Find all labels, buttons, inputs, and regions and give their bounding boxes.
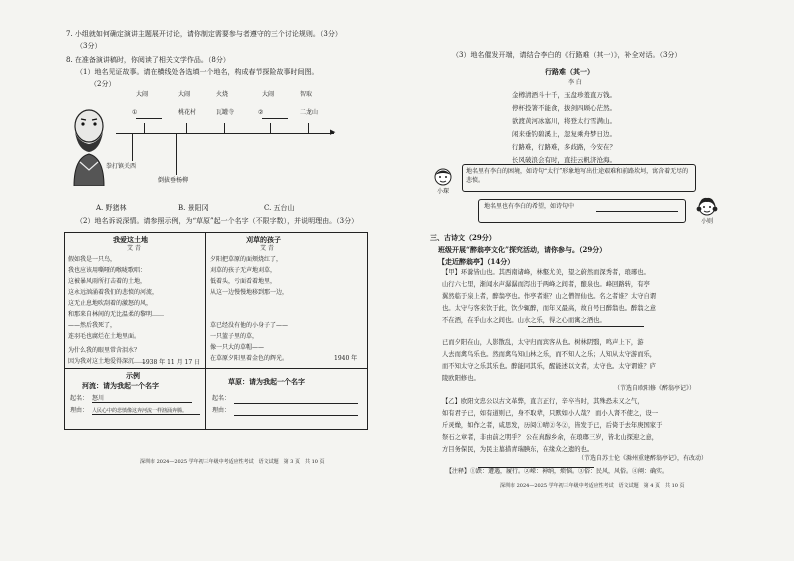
story-timeline bbox=[66, 92, 356, 200]
poem2-line: 从这一边慢慢地移到那一边， bbox=[210, 289, 289, 296]
passage-line: 方目务保民，为民主墓措青瑞腆东，在缘众之遗的也。 bbox=[442, 446, 594, 453]
grass-name-label: 起名： bbox=[212, 395, 231, 402]
tick bbox=[176, 133, 177, 175]
poem1-line: ——然后我死了， bbox=[68, 322, 117, 329]
table-divider bbox=[64, 368, 367, 369]
poem1-body bbox=[68, 254, 164, 367]
poem1-title: 我爱这土地 bbox=[113, 235, 148, 244]
libai-line: 金樽清酒斗十千，玉盘珍羞直万钱。 bbox=[512, 91, 616, 99]
passage-jia-2 bbox=[442, 337, 656, 385]
passage-line: 人去而禽鸟乐也。然而禽鸟知山林之乐，而不知人之乐；人知从太守游而乐， bbox=[442, 351, 657, 358]
question-8-3: （3）地名催发开端，请结合李白的《行路难（其一）》，补全对话。（3分） bbox=[452, 51, 682, 59]
passage-line: 斤灵燥，如作之者，咸思发，历阅①晴②冬②，皆发于已，后倚于去年庚国家于 bbox=[442, 422, 663, 429]
poem1-line: 这被暴风雨所打击着的土地， bbox=[68, 278, 147, 285]
passage-line: 不在酒，在乎山水之间也。山水之乐，得之心而寓之酒也。 bbox=[442, 317, 606, 324]
passage-line: 而不知太守之乐其乐也。醉能同其乐，醒能述以文者，太守也。太守谓谁？庐 bbox=[442, 363, 657, 370]
blank-1[interactable] bbox=[132, 109, 162, 119]
passage-jia-source: （节选自欧阳修《醉翁亭记》） bbox=[614, 385, 696, 392]
passage-line: 也。太守与客来饮于此，饮少辄醉，而年又最高，故自号曰醉翁也。醉翁之意 bbox=[442, 305, 657, 312]
annotation-note: 【注释】①跌：遭遇，履行。②嵘：神纳，烦恼。③俗：民风，风俗。④阐：确实。 bbox=[446, 468, 669, 475]
portrait-caption-1: 拳打镇关西 bbox=[106, 163, 137, 170]
grass-name-input[interactable] bbox=[234, 396, 358, 404]
poem2-date: 1940 年 bbox=[334, 355, 358, 362]
example-reason-label: 理由： bbox=[70, 407, 89, 414]
poem1-line: 假如我是一只鸟， bbox=[68, 256, 117, 263]
question-8-2: （2）地名诉说深情。请参照示例，为“草原”起一个名字（不限字数），并说明理由。（3分） bbox=[76, 217, 359, 225]
question-8-1: （1）地名见证故事。请在横线处各选填一个地名，构成春节探险故事时间图。 bbox=[76, 68, 319, 76]
tick bbox=[224, 123, 225, 133]
timeline-label-3: 火烧 bbox=[216, 91, 229, 98]
grass-reason-input[interactable] bbox=[234, 408, 358, 416]
poem2-author: 艾 青 bbox=[260, 245, 274, 252]
grass-reason-label: 理由： bbox=[212, 407, 231, 414]
libai-line: 行路难，行路难，多歧路，今安在？ bbox=[512, 143, 616, 151]
student-girl-icon bbox=[696, 195, 718, 217]
tick bbox=[144, 123, 145, 133]
example-name-label: 起名： bbox=[70, 395, 89, 402]
poem2-line: 刈草的孩子无声地刈草， bbox=[210, 267, 277, 274]
question-7-score: （3分） bbox=[76, 42, 102, 50]
section-3-part-a: 【走近醉翁亭】（14分） bbox=[438, 257, 515, 266]
libai-line: 欲渡黄河冰塞川，将登太行雪满山。 bbox=[512, 117, 616, 125]
passage-line: 山行六七里，渐闻水声潺潺而泻出于两峰之间者，酿泉也。峰回路转，有亭 bbox=[442, 281, 650, 288]
timeline-label-5: 智取 bbox=[300, 91, 313, 98]
libai-line: 停杯投箸不能食，拔剑四顾心茫然。 bbox=[512, 104, 616, 112]
table-divider bbox=[205, 232, 206, 429]
passage-line: 翼然临于泉上者，醉翁亭也。作亭者谁？山之僧智仙也。名之者谁？太守自谓 bbox=[442, 293, 657, 300]
right-page-footer: 深圳市 2024—2025 学年初三年级中考适应性考试 语文试题 第 4 页 共 10 页 bbox=[500, 483, 685, 489]
libai-poem-body bbox=[512, 89, 616, 167]
passage-jia bbox=[442, 267, 656, 327]
section-3-title: 三、古诗文（29分） bbox=[430, 233, 496, 242]
timeline-place-5: 二龙山 bbox=[300, 109, 319, 116]
option-b[interactable]: B. 景阳冈 bbox=[178, 204, 209, 212]
underline bbox=[528, 326, 644, 327]
passage-yi-source: （节选自苏士伦《滁州重建醉翁亭记》，有改动） bbox=[578, 455, 708, 462]
speech-bubble-2-text: 地名里也有李白的希望，如诗句中 bbox=[484, 203, 575, 210]
timeline-arrow bbox=[116, 133, 334, 134]
passage-line: 如有君子已，如有道则已，身不取辈，只默如小人哉？ 而小人肾不使之，设一 bbox=[442, 410, 659, 417]
timeline-place-2: 桃花村 bbox=[178, 109, 197, 116]
poem1-line: 我也应该用嘶哑的喉咙歌唱： bbox=[68, 267, 147, 274]
blank-1-number: ① bbox=[132, 109, 138, 116]
option-c[interactable]: C. 五台山 bbox=[264, 204, 295, 212]
libai-line: 闲来垂钓碧溪上，忽复乘舟梦日边。 bbox=[512, 130, 616, 138]
poem2-line: 一只篮子里的草， bbox=[210, 333, 259, 340]
poem1-date: 1938 年 11 月 17 日 bbox=[142, 359, 201, 366]
portrait-caption-2: 倒拔垂杨柳 bbox=[158, 177, 189, 184]
lu-zhishen-portrait-icon bbox=[66, 106, 112, 186]
speaker-2-name: 小则 bbox=[701, 218, 714, 225]
poem1-line: 和那来自林间的无比温柔的黎明…… bbox=[68, 311, 165, 318]
poem1-line: 这永远汹涌着我们的悲愤的河流， bbox=[68, 289, 159, 296]
blank-2[interactable] bbox=[258, 109, 288, 119]
tick bbox=[270, 123, 271, 133]
section-3-intro: 班级开展“醉翁亭文化”探究活动，请你参与。（29分） bbox=[438, 245, 607, 254]
answer-blank[interactable] bbox=[596, 204, 678, 212]
poem2-line: 夕阳把草原的面颊烧红了， bbox=[210, 256, 283, 263]
speaker-1-name: 小琛 bbox=[437, 188, 450, 195]
tick bbox=[186, 123, 187, 133]
passage-yi bbox=[442, 396, 662, 456]
grass-heading: 草原：请为我起一个名字 bbox=[228, 377, 305, 386]
speech-bubble-1-text: 地名里有李白的困境，如诗句“太行”形象地写出仕途艰难和前路坎坷，寓含着无尽的悲愤。 bbox=[466, 168, 689, 184]
poem2-line: 在草原夕阳里着金色的辉光。 bbox=[210, 355, 289, 362]
libai-poem-author: 李 白 bbox=[568, 79, 582, 86]
passage-line: 已而夕阳在山，人影散乱，太守归而宾客从也。树林阴翳，鸣声上下，游 bbox=[442, 339, 644, 346]
tick bbox=[308, 123, 309, 133]
timeline-label-1: 大闹 bbox=[136, 91, 149, 98]
poem1-line: 这无止息地吹刮着的激怒的风， bbox=[68, 300, 153, 307]
student-boy-icon bbox=[432, 165, 454, 187]
left-page-footer: 深圳市 2024—2025 学年初三年级中考适应性考试 语文试题 第 3 页 共 10 页 bbox=[140, 459, 325, 465]
poem2-body bbox=[210, 254, 288, 364]
poem1-line: 为什么我的眼里常含泪水？ bbox=[68, 347, 141, 354]
example-reason: 人民心中的悲愤像这奔河流一样汹涌奔腾。 bbox=[92, 409, 200, 415]
example-name: 怒川 bbox=[92, 396, 192, 403]
passage-line: 【甲】环滁皆山也。其西南诸峰，林壑尤美，望之蔚然而深秀者，琅琊也。 bbox=[442, 269, 650, 276]
poem1-line: 因为我对这土地爱得深沉…… bbox=[68, 358, 147, 365]
arrow-head-icon: ▶ bbox=[330, 128, 336, 136]
poem2-title: 刈草的孩子 bbox=[246, 235, 281, 244]
question-8: 8. 在准备演讲稿时，你阅读了相关文学作品。（8分） bbox=[66, 56, 230, 64]
poem2-line: 像一只大的草帽—— bbox=[210, 344, 265, 351]
poem1-author: 艾 青 bbox=[127, 245, 141, 252]
poem1-line: 连羽毛也腐烂在土地里面。 bbox=[68, 333, 141, 340]
passage-line: 祭石之章者，非由前之明乎？ 公在真醇乡余，在琅瑯三岁，皆北山探迎之意， bbox=[442, 434, 659, 441]
passage-line: 陵欧阳修也。 bbox=[442, 375, 480, 382]
blank-2-number: ② bbox=[258, 109, 264, 116]
libai-line: 长风破浪会有时，直挂云帆济沧海。 bbox=[512, 156, 616, 164]
poem2-line: 低着头，亏面看着地里， bbox=[210, 278, 277, 285]
timeline-label-4: 大闹 bbox=[262, 91, 275, 98]
example-title: 示例 bbox=[126, 371, 140, 380]
poem2-line: 草已经没有他的小身子了—— bbox=[210, 322, 289, 329]
question-8-1-score: （2分） bbox=[90, 80, 116, 88]
tick bbox=[132, 133, 133, 161]
example-heading: 河流：请为我起一个名字 bbox=[82, 381, 159, 390]
question-7: 7. 小组就如何确定演讲主题展开讨论，请你制定需要参与者遵守的三个讨论规则。（3分） bbox=[66, 30, 342, 38]
option-a[interactable]: A. 野猪林 bbox=[96, 204, 127, 212]
passage-line: 【乙】欧阳文忠公以古文革弊，直言正行，辛卒当时，其殊恐未又之气， bbox=[442, 398, 644, 405]
libai-poem-title: 行路难（其一） bbox=[545, 67, 594, 76]
timeline-place-3: 瓦罐寺 bbox=[216, 109, 235, 116]
timeline-label-2: 大闹 bbox=[178, 91, 191, 98]
